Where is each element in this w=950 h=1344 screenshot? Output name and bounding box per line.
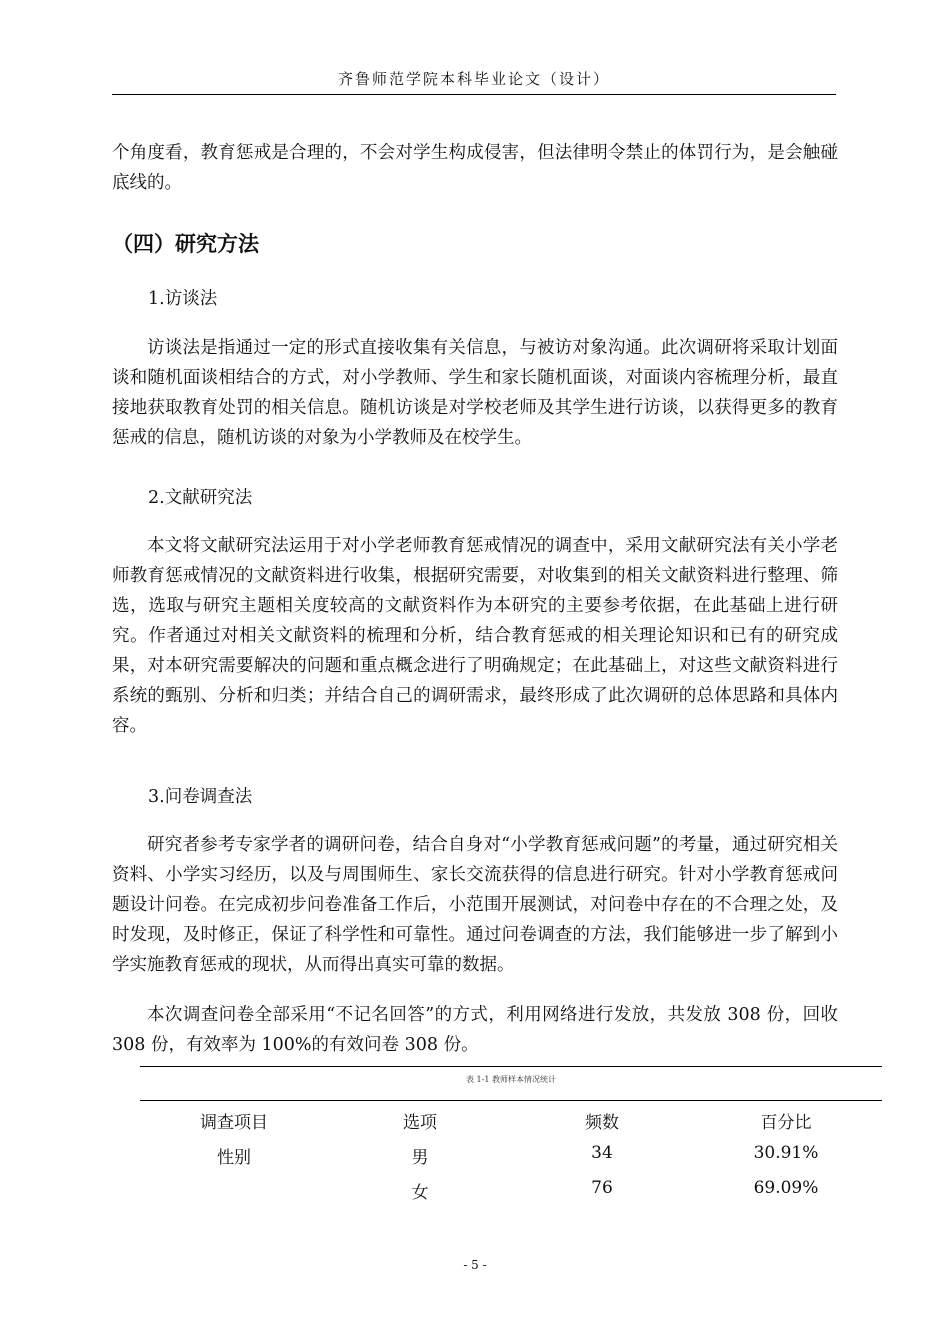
running-header: 齐鲁师范学院本科毕业论文（设计） [337, 70, 610, 88]
table-cell: 女 [411, 1183, 429, 1203]
paragraph-text: 研究者参考专家学者的调研问卷，结合自身对“小学教育惩戒问题”的考量，通过研究相关资料、小学实习经历，以及与周围师生、家长交流获得的信息进行研究。针对小学教育惩戒问题设计问卷。在完成初步问卷准备工作后，小范围开展测试，对问卷中存在的不合理之处，及时发现，及时修正，保证了科学性和可靠性。通过问卷调查的方法，我们能够进一步了解到小学实施教育惩戒的现状，从而得出真实可靠的数据。 [112, 835, 838, 975]
page-number: - 5 - [463, 1258, 487, 1272]
subheading-literature: 2.文献研究法 [148, 488, 253, 508]
table-header-rule [140, 1100, 882, 1101]
paragraph-text: 个角度看，教育惩戒是合理的，不会对学生构成侵害，但法律明令禁止的体罚行为，是会触碰底线的。 [112, 143, 838, 193]
table-row [140, 1143, 882, 1173]
subheading-questionnaire: 3.问卷调查法 [148, 787, 253, 807]
section-heading: （四）研究方法 [112, 232, 259, 256]
paragraph-continuation [112, 138, 838, 198]
paragraph-questionnaire [112, 830, 838, 980]
table-header-cell: 百分比 [760, 1113, 812, 1133]
subheading-interview: 1.访谈法 [148, 289, 218, 309]
table-cell: 34 [591, 1143, 613, 1163]
table-cell: 男 [411, 1148, 429, 1168]
paragraph-text: 本次调查问卷全部采用“不记名回答”的方式，利用网络进行发放，共发放 308 份，回收 308 份，有效率为 100%的有效问卷 308 份。 [112, 1005, 838, 1055]
table-cell: 30.91% [753, 1143, 819, 1163]
table-header-cell: 频数 [585, 1113, 619, 1133]
paragraph-survey-stats [112, 1000, 838, 1060]
header-rule [112, 94, 836, 95]
table-header-cell: 调查项目 [200, 1113, 268, 1133]
table-cell: 性别 [217, 1148, 251, 1168]
table-cell: 69.09% [753, 1178, 819, 1198]
paragraph-text: 本文将文献研究法运用于对小学老师教育惩戒情况的调查中，采用文献研究法有关小学老师教育惩戒情况的文献资料进行收集，根据研究需要，对收集到的相关文献资料进行整理、筛选，选取与研究主题相关度较高的文献资料作为本研究的主要参考依据，在此基础上进行研究。作者通过对相关文献资料的梳理和分析，结合教育惩戒的相关理论知识和已有的研究成果，对本研究需要解决的问题和重点概念进行了明确规定；在此基础上，对这些文献资料进行系统的甄别、分析和归类；并结合自己的调研需求，最终形成了此次调研的总体思路和具体内容。 [112, 536, 838, 736]
table-header-cell: 选项 [403, 1113, 437, 1133]
paragraph-text: 访谈法是指通过一定的形式直接收集有关信息，与被访对象沟通。此次调研将采取计划面谈和随机面谈相结合的方式，对小学教师、学生和家长随机面谈，对面谈内容梳理分析，最直接地获取教育处罚的相关信息。随机访谈是对学校老师及其学生进行访谈，以获得更多的教育惩戒的信息，随机访谈的对象为小学教师及在校学生。 [112, 338, 838, 448]
table-caption: 表 1-1 教师样本情况统计 [466, 1075, 556, 1084]
table-top-rule [140, 1066, 882, 1067]
paragraph-interview [112, 333, 838, 453]
paragraph-literature [112, 531, 838, 741]
table-header-row [140, 1108, 882, 1138]
table-row [140, 1178, 882, 1208]
table-cell: 76 [591, 1178, 613, 1198]
